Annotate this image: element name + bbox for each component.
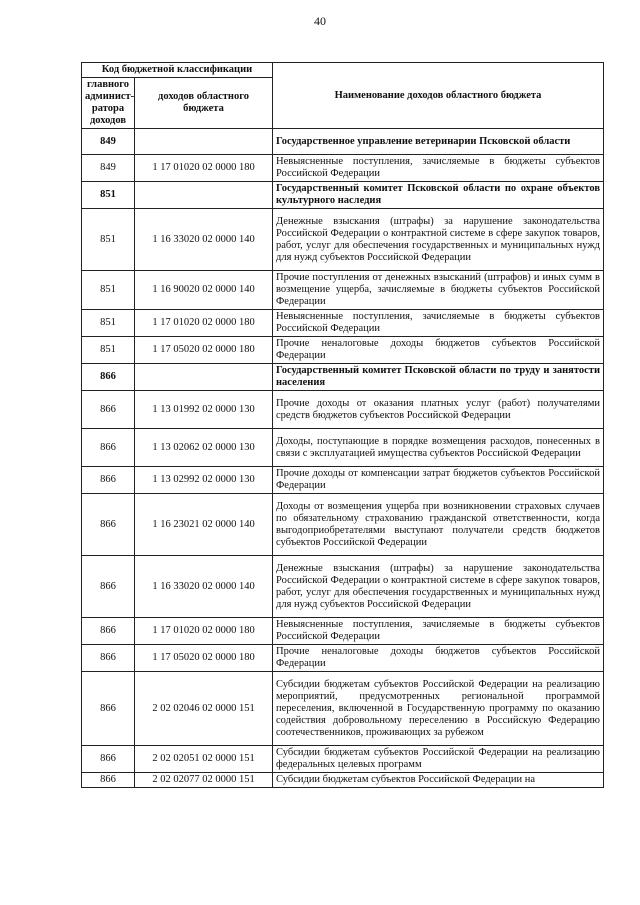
income-name-cell: Субсидии бюджетам субъектов Российской Федерации на реализацию федеральных целевых программ <box>273 746 604 773</box>
income-code-cell: 1 13 01992 02 0000 130 <box>135 391 273 429</box>
income-name-cell: Прочие доходы от компенсации затрат бюджетов субъектов Российской Федерации <box>273 467 604 494</box>
table-row <box>82 271 604 310</box>
admin-cell: 849 <box>82 155 135 182</box>
income-name-cell: Субсидии бюджетам субъектов Российской Федерации на реализацию мероприятий, предусмотренных региональной программой переселения, включенной в Государственную программу по оказанию содействия добровольному переселению в Российскую Федерацию соотечественников, проживающих за рубежом <box>273 672 604 746</box>
admin-cell: 851 <box>82 337 135 364</box>
income-code-cell: 2 02 02051 02 0000 151 <box>135 746 273 773</box>
table-row <box>82 337 604 364</box>
table-row <box>82 182 604 209</box>
income-name-cell: Денежные взыскания (штрафы) за нарушение законодательства Российской Федерации о контрактной системе в сфере закупок товаров, работ, услуг для обеспечения государственных и муниципальных нужд для нужд субъектов Российской Федерации <box>273 209 604 271</box>
income-code-cell: 1 16 23021 02 0000 140 <box>135 494 273 556</box>
income-code-cell: 1 17 05020 02 0000 180 <box>135 337 273 364</box>
income-name-cell: Прочие поступления от денежных взысканий (штрафов) и иных сумм в возмещение ущерба, зачисляемые в бюджеты субъектов Российской Федерации <box>273 271 604 310</box>
header-name: Наименование доходов областного бюджета <box>273 63 604 129</box>
admin-cell: 866 <box>82 467 135 494</box>
table-row <box>82 556 604 618</box>
income-code-cell: 1 13 02062 02 0000 130 <box>135 429 273 467</box>
income-name-cell: Денежные взыскания (штрафы) за нарушение законодательства Российской Федерации о контрактной системе в сфере закупок товаров, работ, услуг для обеспечения государственных и муниципальных нужд для нужд субъектов Российской Федерации <box>273 556 604 618</box>
admin-cell: 866 <box>82 773 135 788</box>
income-name-cell: Прочие неналоговые доходы бюджетов субъектов Российской Федерации <box>273 645 604 672</box>
income-code-cell: 1 16 33020 02 0000 140 <box>135 209 273 271</box>
admin-cell: 866 <box>82 494 135 556</box>
admin-cell: 866 <box>82 618 135 645</box>
table-row <box>82 645 604 672</box>
income-name-cell: Невыясненные поступления, зачисляемые в бюджеты субъектов Российской Федерации <box>273 155 604 182</box>
income-code-cell <box>135 182 273 209</box>
table-row <box>82 467 604 494</box>
table-row <box>82 746 604 773</box>
admin-cell: 866 <box>82 429 135 467</box>
table-row <box>82 773 604 788</box>
admin-cell: 866 <box>82 672 135 746</box>
table-body <box>82 129 604 788</box>
income-name-cell: Государственный комитет Псковской области по охране объектов культурного наследия <box>273 182 604 209</box>
table-row <box>82 429 604 467</box>
admin-cell: 851 <box>82 182 135 209</box>
header-income: доходов областного бюджета <box>135 78 273 129</box>
admin-cell: 851 <box>82 271 135 310</box>
income-name-cell: Государственное управление ветеринарии Псковской области <box>273 129 604 155</box>
admin-cell: 866 <box>82 391 135 429</box>
income-code-cell: 2 02 02077 02 0000 151 <box>135 773 273 788</box>
table-row <box>82 672 604 746</box>
income-code-cell <box>135 364 273 391</box>
income-code-cell: 1 17 01020 02 0000 180 <box>135 310 273 337</box>
income-name-cell: Государственный комитет Псковской области по труду и занятости населения <box>273 364 604 391</box>
admin-cell: 851 <box>82 209 135 271</box>
income-code-cell: 1 16 33020 02 0000 140 <box>135 556 273 618</box>
income-code-cell: 1 17 05020 02 0000 180 <box>135 645 273 672</box>
table-row <box>82 155 604 182</box>
income-code-cell: 1 17 01020 02 0000 180 <box>135 155 273 182</box>
income-name-cell: Доходы от возмещения ущерба при возникновении страховых случаев по обязательному страхованию гражданской ответственности, когда выгодоприобретателями выступают получатели средств бюджетов субъектов Российской Федерации <box>273 494 604 556</box>
admin-cell: 866 <box>82 645 135 672</box>
income-name-cell: Прочие неналоговые доходы бюджетов субъектов Российской Федерации <box>273 337 604 364</box>
header-group: Код бюджетной классификации <box>82 63 273 78</box>
page-number: 40 <box>314 14 326 28</box>
income-code-cell: 1 17 01020 02 0000 180 <box>135 618 273 645</box>
header-admin: главного админист-ратора доходов <box>82 78 135 129</box>
admin-cell: 849 <box>82 129 135 155</box>
table-header-row <box>82 63 604 78</box>
table-row <box>82 618 604 645</box>
admin-cell: 866 <box>82 556 135 618</box>
table-row <box>82 391 604 429</box>
income-name-cell: Субсидии бюджетам субъектов Российской Федерации на <box>273 773 604 788</box>
budget-classification-table <box>81 62 604 788</box>
table-row <box>82 310 604 337</box>
income-name-cell: Доходы, поступающие в порядке возмещения расходов, понесенных в связи с эксплуатацией имущества субъектов Российской Федерации <box>273 429 604 467</box>
table-row <box>82 209 604 271</box>
income-code-cell: 2 02 02046 02 0000 151 <box>135 672 273 746</box>
income-code-cell: 1 13 02992 02 0000 130 <box>135 467 273 494</box>
income-name-cell: Невыясненные поступления, зачисляемые в бюджеты субъектов Российской Федерации <box>273 310 604 337</box>
table-row <box>82 494 604 556</box>
income-name-cell: Прочие доходы от оказания платных услуг (работ) получателями средств бюджетов субъектов Российской Федерации <box>273 391 604 429</box>
admin-cell: 866 <box>82 364 135 391</box>
admin-cell: 866 <box>82 746 135 773</box>
admin-cell: 851 <box>82 310 135 337</box>
income-code-cell <box>135 129 273 155</box>
table-row <box>82 129 604 155</box>
table-row <box>82 364 604 391</box>
income-code-cell: 1 16 90020 02 0000 140 <box>135 271 273 310</box>
income-name-cell: Невыясненные поступления, зачисляемые в бюджеты субъектов Российской Федерации <box>273 618 604 645</box>
